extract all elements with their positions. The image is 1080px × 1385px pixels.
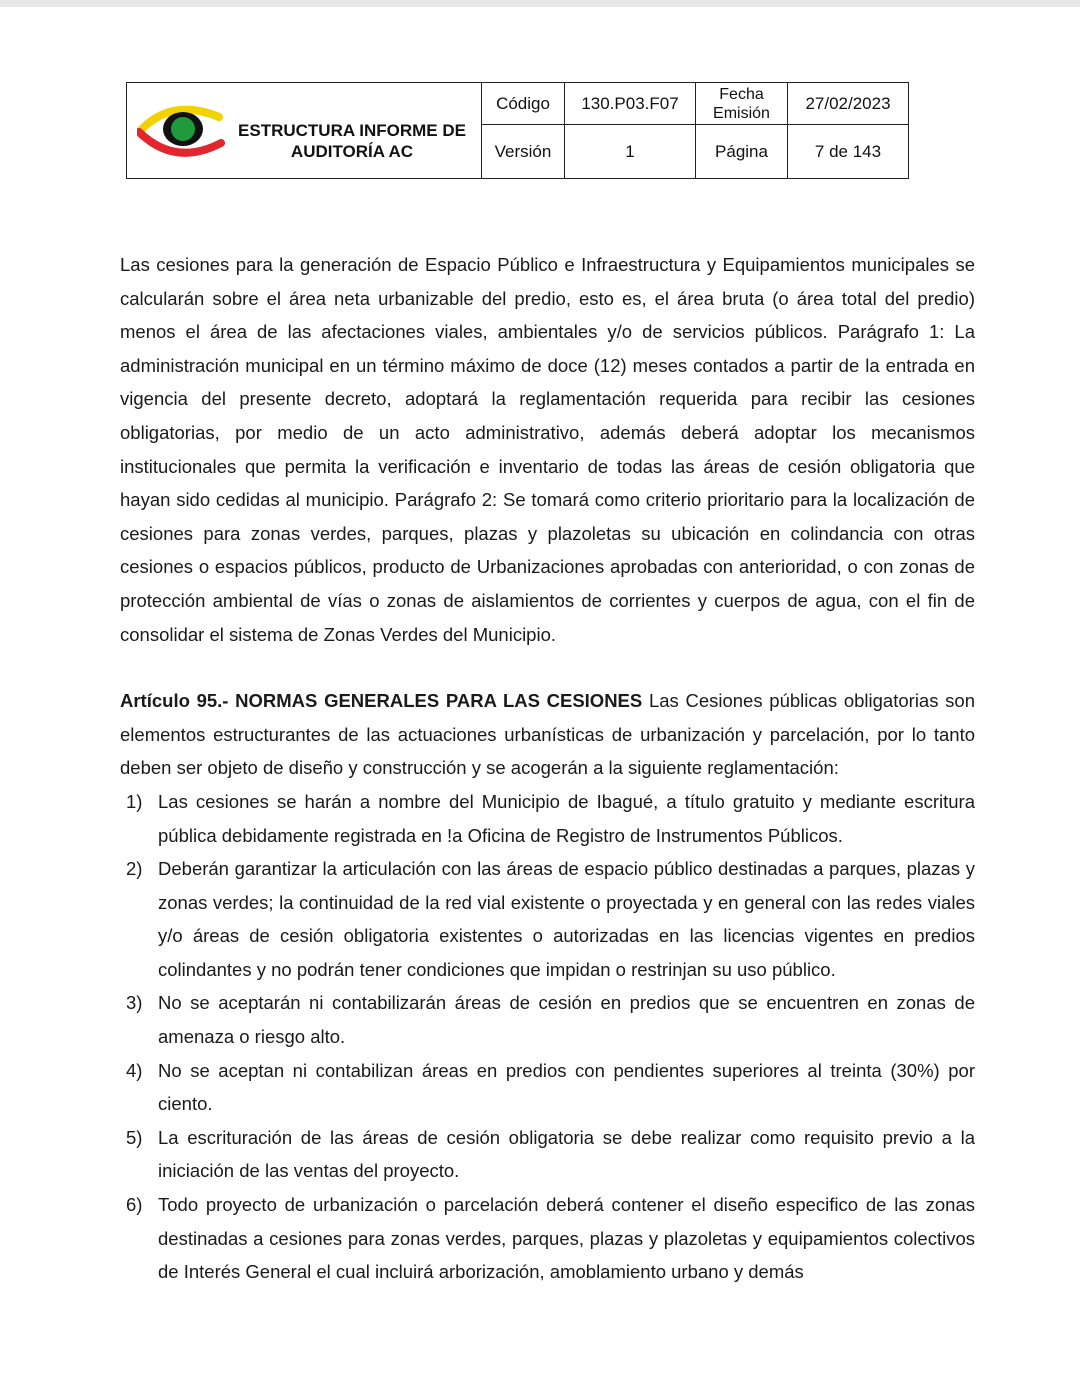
codigo-label: Código	[482, 83, 565, 125]
list-item	[120, 1188, 975, 1289]
list-item-number: 3)	[126, 992, 143, 1014]
fecha-emision-label	[696, 83, 788, 125]
list-item-text: La escrituración de las áreas de cesión obligatoria se debe realizar como requisito previo a la iniciación de las ventas del proyecto.	[158, 1126, 975, 1182]
report-title	[227, 120, 477, 162]
article-95-heading: Artículo 95.- NORMAS GENERALES PARA LAS CESIONES	[120, 690, 643, 712]
paragraph-cesiones: Las cesiones para la generación de Espacio Público e Infraestructura y Equipamientos municipales se calcularán sobre el área neta urbanizable del predio, esto es, el área bruta (o área total del predio) menos el área de las afectaciones viales, ambientales y/o de servicios públicos. Parágrafo 1: La administración municipal en un término máximo de doce (12) meses contados a partir de la entrada en vigencia del presente decreto, adoptará la reglamentación requerida para recibir las cesiones obligatorias, por medio de un acto administrativo, además deberá adoptar los mecanismos institucionales que permita la verificación e inventario de todas las áreas de cesión obligatoria que hayan sido cedidas al municipio. Parágrafo 2: Se tomará como criterio prioritario para la localización de cesiones para zonas verdes, parques, plazas y plazoletas su ubicación en colindancia con otras cesiones o espacios públicos, producto de Urbanizaciones aprobadas con anterioridad, o con zonas de protección ambiental de vías o zonas de aislamientos de corrientes y cuerpos de agua, con el fin de consolidar el sistema de Zonas Verdes del Municipio.	[120, 254, 975, 645]
list-item-number: 6)	[126, 1194, 143, 1216]
list-item-number: 1)	[126, 790, 143, 812]
paragraph-spacer	[120, 651, 975, 684]
fecha-label-line1: Fecha	[719, 85, 764, 103]
document-header-table	[126, 82, 909, 179]
logo-title-cell	[127, 83, 482, 179]
list-item-number: 5)	[126, 1126, 143, 1148]
document-body	[120, 248, 975, 1289]
article-95-paragraph	[120, 684, 975, 785]
list-item-number: 4)	[126, 1059, 143, 1081]
list-item	[120, 1121, 975, 1188]
list-item	[120, 1054, 975, 1121]
fecha-label-line2: Emisión	[713, 104, 770, 122]
report-title-line2: AUDITORÍA AC	[290, 142, 414, 161]
list-item-text: No se aceptan ni contabilizan áreas en predios con pendientes superiores al treinta (30%) por ciento.	[158, 1059, 975, 1115]
pagina-label: Página	[696, 125, 788, 179]
pagina-value: 7 de 143	[788, 125, 909, 179]
version-label: Versión	[482, 125, 565, 179]
list-item-text: Deberán garantizar la articulación con las áreas de espacio público destinadas a parques, plazas y zonas verdes; la continuidad de la red vial existente o proyectada y en general con las redes viales y/o áreas de cesión obligatoria existentes o autorizadas en las licencias vigentes en predios colindantes y no podrán tener condiciones que impidan o restrinjan su uso público.	[158, 858, 975, 980]
eye-logo-icon	[137, 103, 235, 161]
codigo-value: 130.P03.F07	[565, 83, 696, 125]
fecha-emision-value: 27/02/2023	[788, 83, 909, 125]
version-value: 1	[565, 125, 696, 179]
article-95-intro: Las Cesiones públicas obligatorias son elementos estructurantes de las actuaciones urbanísticas de urbanización y parcelación, por lo tanto deben ser objeto de diseño y construcción y se acogerán a la siguiente reglamentación:	[120, 690, 975, 779]
list-item	[120, 986, 975, 1053]
list-item-text: Las cesiones se harán a nombre del Municipio de Ibagué, a título gratuito y mediante escritura pública debidamente registrada en !a Oficina de Registro de Instrumentos Públicos.	[158, 790, 975, 846]
list-item-text: No se aceptarán ni contabilizarán áreas de cesión en predios que se encuentren en zonas de amenaza o riesgo alto.	[158, 992, 975, 1048]
report-title-line1: ESTRUCTURA INFORME DE	[238, 121, 466, 140]
list-item	[120, 852, 975, 986]
article-95-list	[120, 785, 975, 1289]
list-item	[120, 785, 975, 852]
list-item-text: Todo proyecto de urbanización o parcelación deberá contener el diseño especifico de las zonas destinadas a cesiones para zonas verdes, parques, plazas y plazoletas y equipamientos colectivos de Interés General el cual incluirá arborización, amoblamiento urbano y demás	[158, 1194, 975, 1283]
list-item-number: 2)	[126, 858, 143, 880]
top-scroll-bar	[0, 0, 1080, 7]
